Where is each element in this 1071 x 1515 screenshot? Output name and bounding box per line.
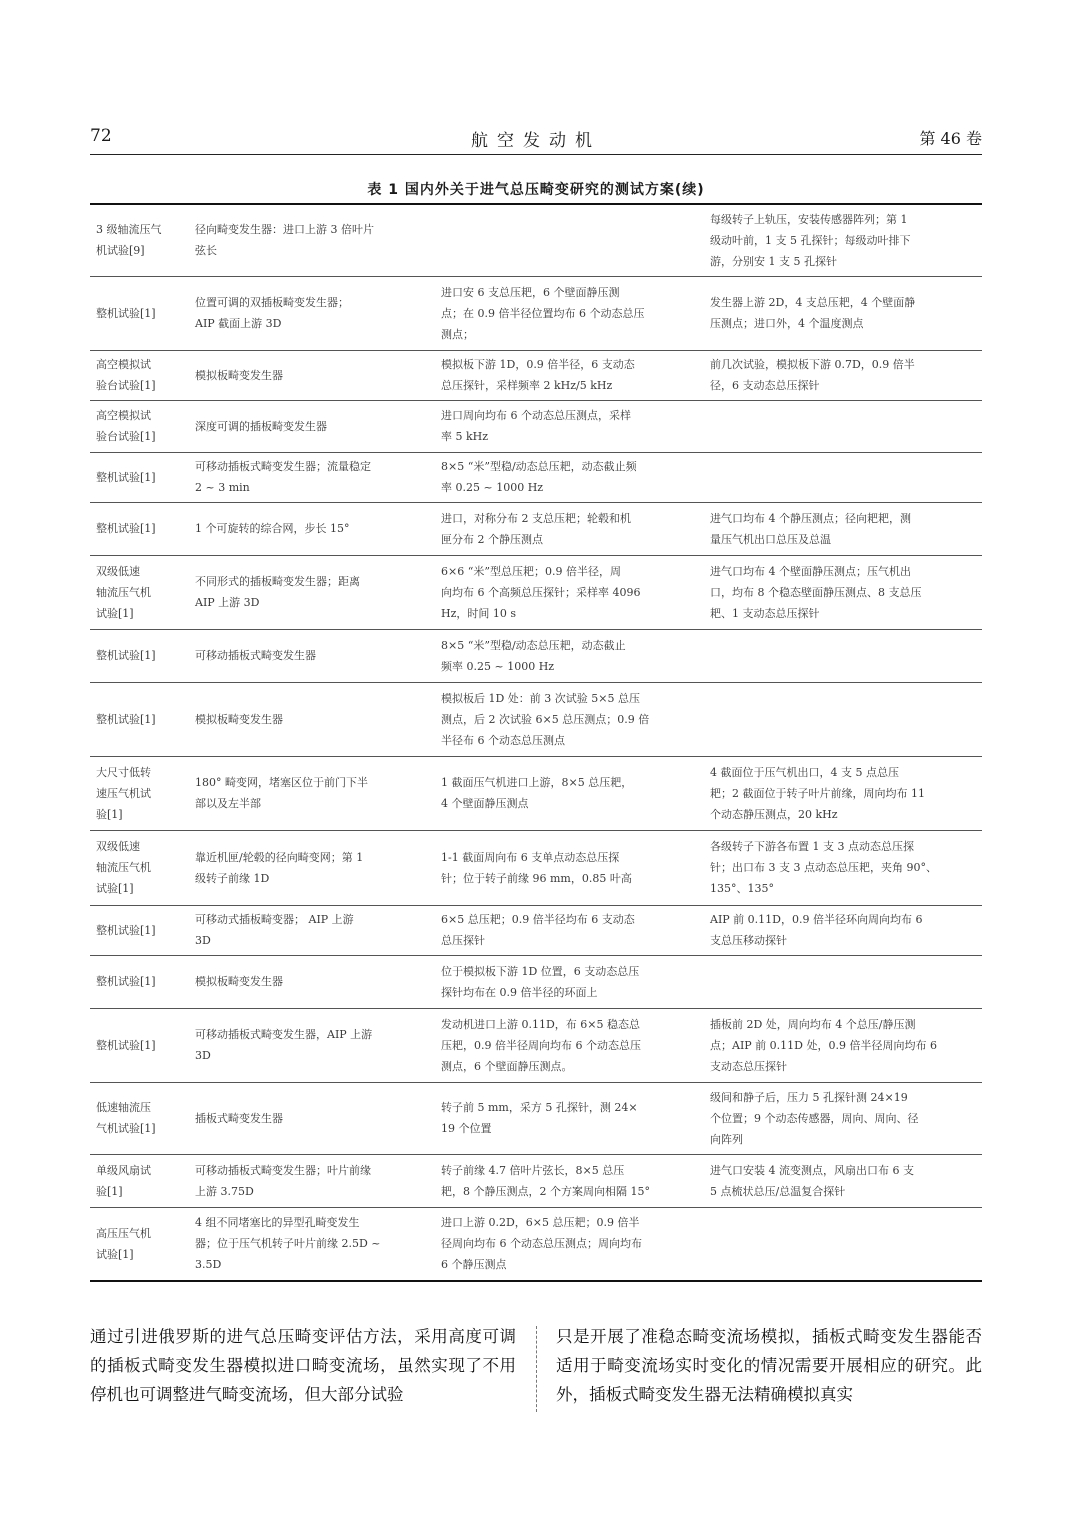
inlet-measurement-cell [435, 1008, 704, 1082]
cell-text: 位于模拟板下游 1D 位置，6 支动态总压 探针均布在 0.9 倍半径的环面上 [441, 964, 640, 999]
distortion-generator-cell [189, 350, 435, 400]
cell-text: 深度可调的插板畸变发生器 [195, 419, 327, 433]
cell-text: 整机试验[1] [96, 712, 156, 726]
cell-text: 可移动插板式畸变发生器 [195, 649, 316, 662]
inlet-measurement-cell [435, 1207, 704, 1281]
test-type-cell [90, 905, 189, 955]
cell-text: 3 级轴流压气 机试验[9] [96, 223, 162, 258]
distortion-generator-cell [189, 555, 435, 629]
cell-text: 各级转子下游各布置 1 支 3 点动态总压探 针；出口布 3 支 3 点动态总压耙，夹角 90°、 135°、135° [710, 840, 937, 895]
distortion-generator-cell [189, 1207, 435, 1281]
test-type-cell [90, 350, 189, 400]
cell-text: 径向畸变发生器：进口上游 3 倍叶片 弦长 [195, 223, 374, 258]
table-row [90, 350, 982, 400]
inlet-measurement-cell [435, 350, 704, 400]
other-measurement-cell [704, 555, 982, 629]
test-type-cell [90, 400, 189, 452]
other-measurement-cell [704, 1207, 982, 1281]
inlet-measurement-cell [435, 555, 704, 629]
cell-text: 进气口均布 4 个静压测点；径向耙耙，测 量压气机出口总压及总温 [710, 511, 911, 546]
other-measurement-cell [704, 204, 982, 276]
table-row [90, 1008, 982, 1082]
journal-title: 航空发动机 [471, 131, 601, 151]
cell-text: 低速轴流压 气机试验[1] [96, 1101, 156, 1135]
inlet-measurement-cell [435, 629, 704, 682]
test-type-cell [90, 204, 189, 276]
cell-text: 进气口均布 4 个壁面静压测点；压气机出 口，均布 8 个稳态壁面静压测点、8 支总压 耙、1 支动态总压探针 [710, 564, 922, 620]
table-row [90, 682, 982, 756]
test-type-cell [90, 1154, 189, 1207]
volume-label: 第 46 卷 [919, 129, 982, 148]
distortion-generator-cell [189, 502, 435, 555]
cell-text: 双级低速 轴流压气机 试验[1] [96, 840, 151, 895]
cell-text: 模拟板畸变发生器 [195, 975, 283, 988]
inlet-measurement-cell [435, 955, 704, 1008]
page-number: 72 [90, 126, 112, 146]
table-row [90, 452, 982, 502]
cell-text: AIP 前 0.11D，0.9 倍半径环向周向均布 6 支总压移动探针 [710, 913, 923, 947]
test-type-cell [90, 830, 189, 905]
table-row [90, 400, 982, 452]
cell-text: 位置可调的双插板畸变发生器； AIP 截面上游 3D [195, 296, 349, 330]
cell-text: 双级低速 轴流压气机 试验[1] [96, 564, 151, 620]
cell-text: 整机试验[1] [96, 1038, 156, 1052]
distortion-generator-cell [189, 1008, 435, 1082]
inlet-measurement-cell [435, 204, 704, 276]
cell-text: 转子前 5 mm，采方 5 孔探针，测 24× 19 个位置 [441, 1101, 638, 1135]
cell-text: 整机试验[1] [96, 306, 156, 320]
cell-text: 不同形式的插板畸变发生器；距离 AIP 上游 3D [195, 575, 360, 609]
distortion-generator-cell [189, 830, 435, 905]
table-row [90, 756, 982, 830]
other-measurement-cell [704, 1082, 982, 1154]
cell-text: 整机试验[1] [96, 649, 156, 662]
cell-text: 高压压气机 试验[1] [96, 1226, 151, 1261]
test-type-cell [90, 682, 189, 756]
cell-text: 模拟板后 1D 处：前 3 次试验 5×5 总压 测点，后 2 次试验 6×5 总压测点；0.9 倍 半径布 6 个动态总压测点 [441, 691, 650, 747]
other-measurement-cell [704, 276, 982, 350]
test-type-cell [90, 629, 189, 682]
inlet-measurement-cell [435, 756, 704, 830]
test-type-cell [90, 756, 189, 830]
cell-text: 进气口安装 4 流变测点，风扇出口布 6 支 5 点梳状总压/总温复合探针 [710, 1163, 914, 1198]
cell-text: 8×5 “米”型稳/动态总压耙，动态截止 频率 0.25 ~ 1000 Hz [441, 638, 626, 673]
cell-text: 6×5 总压耙；0.9 倍半径均布 6 支动态 总压探针 [441, 913, 635, 947]
inlet-measurement-cell [435, 502, 704, 555]
distortion-generator-cell [189, 452, 435, 502]
other-measurement-cell [704, 905, 982, 955]
cell-text: 高空模拟试 验台试验[1] [96, 358, 156, 392]
table-row [90, 955, 982, 1008]
body-paragraph-left: 通过引进俄罗斯的进气总压畸变评估方法，采用高度可调的插板式畸变发生器模拟进口畸变流场，虽然实现了不用停机也可调整进气畸变流场，但大部分试验 [90, 1327, 516, 1404]
cell-text: 靠近机匣/轮毂的径向畸变网；第 1 级转子前缘 1D [195, 850, 364, 885]
table-row [90, 276, 982, 350]
distortion-generator-cell [189, 1154, 435, 1207]
inlet-measurement-cell [435, 830, 704, 905]
inlet-measurement-cell [435, 905, 704, 955]
distortion-generator-cell [189, 955, 435, 1008]
test-type-cell [90, 1082, 189, 1154]
other-measurement-cell [704, 502, 982, 555]
cell-text: 可移动插板式畸变发生器；叶片前缘 上游 3.75D [195, 1163, 371, 1198]
distortion-generator-cell [189, 682, 435, 756]
cell-text: 高空模拟试 验台试验[1] [96, 409, 156, 443]
cell-text: 插板式畸变发生器 [195, 1111, 283, 1125]
cell-text: 进口，对称分布 2 支总压耙；轮毂和机 匣分布 2 个静压测点 [441, 511, 631, 546]
table-row [90, 830, 982, 905]
cell-text: 大尺寸低转 速压气机试 验[1] [96, 765, 151, 821]
body-paragraph-right: 只是开展了准稳态畸变流场模拟，插板式畸变发生器能否适用于畸变流场实时变化的情况需要开展相应的研究。此外，插板式畸变发生器无法精确模拟真实 [556, 1327, 982, 1404]
table-row [90, 204, 982, 276]
cell-text: 4 截面位于压气机出口，4 支 5 点总压 耙；2 截面位于转子叶片前缘，周向均布 11 个动态静压测点，20 kHz [710, 765, 925, 821]
other-measurement-cell [704, 350, 982, 400]
test-type-cell [90, 502, 189, 555]
cell-text: 级间和静子后，压力 5 孔探针测 24×19 个位置；9 个动态传感器，周向、周向、径 向阵列 [710, 1090, 919, 1146]
table-row [90, 555, 982, 629]
inlet-measurement-cell [435, 1154, 704, 1207]
distortion-generator-cell [189, 1082, 435, 1154]
inlet-measurement-cell [435, 276, 704, 350]
inlet-measurement-cell [435, 400, 704, 452]
cell-text: 进口周向均布 6 个动态总压测点，采样 率 5 kHz [441, 409, 631, 443]
table-row [90, 629, 982, 682]
other-measurement-cell [704, 955, 982, 1008]
other-measurement-cell [704, 629, 982, 682]
cell-text: 1 截面压气机进口上游，8×5 总压耙， 4 个壁面静压测点 [441, 776, 633, 810]
other-measurement-cell [704, 682, 982, 756]
cell-text: 4 组不同堵塞比的异型孔畸变发生 器；位于压气机转子叶片前缘 2.5D ~ 3.5D [195, 1216, 381, 1272]
cell-text: 插板前 2D 处，周向均布 4 个总压/静压测 点；AIP 前 0.11D 处，0.9 倍半径周向均布 6 支动态总压探针 [710, 1017, 937, 1073]
column-divider [536, 1326, 537, 1412]
cell-text: 180° 畸变网，堵塞区位于前门下半 部以及左半部 [195, 776, 368, 810]
test-type-cell [90, 452, 189, 502]
cell-text: 单级风扇试 验[1] [96, 1163, 151, 1198]
cell-text: 模拟板畸变发生器 [195, 368, 283, 382]
cell-text: 整机试验[1] [96, 975, 156, 988]
table-row [90, 1207, 982, 1281]
test-type-cell [90, 1207, 189, 1281]
cell-text: 进口安 6 支总压耙，6 个壁面静压测 点；在 0.9 倍半径位置均布 6 个动态总压 测点； [441, 285, 645, 341]
distortion-generator-cell [189, 905, 435, 955]
other-measurement-cell [704, 1154, 982, 1207]
page-header [90, 124, 982, 155]
cell-text: 整机试验[1] [96, 923, 156, 937]
distortion-generator-cell [189, 629, 435, 682]
cell-text: 1 个可旋转的综合网，步长 15° [195, 522, 350, 535]
other-measurement-cell [704, 1008, 982, 1082]
table-body [90, 204, 982, 1281]
table-caption: 表 1 国内外关于进气总压畸变研究的测试方案(续) [367, 182, 705, 198]
other-measurement-cell [704, 400, 982, 452]
inlet-measurement-cell [435, 1082, 704, 1154]
table-row [90, 905, 982, 955]
cell-text: 每级转子上轨压，安装传感器阵列；第 1 级动叶前，1 支 5 孔探针；每级动叶排下 游，分别安 1 支 5 孔探针 [710, 212, 911, 268]
cell-text: 进口上游 0.2D，6×5 总压耙；0.9 倍半 径周向均布 6 个动态总压测点；周向均布 6 个静压测点 [441, 1216, 642, 1272]
cell-text: 发动机进口上游 0.11D，布 6×5 稳态总 压耙，0.9 倍半径周向均布 6 个动态总压 测点，6 个壁面静压测点。 [441, 1017, 641, 1073]
cell-text: 整机试验[1] [96, 522, 156, 535]
test-scheme-table [90, 203, 982, 1282]
distortion-generator-cell [189, 756, 435, 830]
test-type-cell [90, 276, 189, 350]
cell-text: 模拟板畸变发生器 [195, 712, 283, 726]
other-measurement-cell [704, 756, 982, 830]
cell-text: 发生器上游 2D，4 支总压耙，4 个壁面静 压测点；进口外，4 个温度测点 [710, 296, 916, 330]
distortion-generator-cell [189, 400, 435, 452]
cell-text: 整机试验[1] [96, 470, 156, 484]
other-measurement-cell [704, 830, 982, 905]
cell-text: 前几次试验，模拟板下游 0.7D，0.9 倍半 径，6 支动态总压探针 [710, 358, 915, 392]
distortion-generator-cell [189, 204, 435, 276]
test-type-cell [90, 955, 189, 1008]
cell-text: 转子前缘 4.7 倍叶片弦长，8×5 总压 耙，8 个静压测点，2 个方案周向相隔 15° [441, 1163, 650, 1198]
cell-text: 可移动式插板畸变器； AIP 上游 3D [195, 913, 354, 947]
distortion-generator-cell [189, 276, 435, 350]
table-row [90, 1154, 982, 1207]
test-type-cell [90, 555, 189, 629]
cell-text: 8×5 “米”型稳/动态总压耙，动态截止频 率 0.25 ~ 1000 Hz [441, 460, 637, 494]
table-row [90, 502, 982, 555]
cell-text: 1-1 截面周向布 6 支单点动态总压探 针；位于转子前缘 96 mm，0.85 叶高 [441, 850, 632, 885]
cell-text: 可移动插板式畸变发生器；流量稳定 2 ~ 3 min [195, 460, 371, 494]
inlet-measurement-cell [435, 452, 704, 502]
test-type-cell [90, 1008, 189, 1082]
cell-text: 6×6 “米”型总压耙；0.9 倍半径，周 向均布 6 个高频总压探针；采样率 4096 Hz，时间 10 s [441, 564, 641, 620]
other-measurement-cell [704, 452, 982, 502]
inlet-measurement-cell [435, 682, 704, 756]
table-row [90, 1082, 982, 1154]
cell-text: 模拟板下游 1D，0.9 倍半径，6 支动态 总压探针，采样频率 2 kHz/5 kHz [441, 358, 635, 392]
cell-text: 可移动插板式畸变发生器，AIP 上游 3D [195, 1028, 373, 1062]
